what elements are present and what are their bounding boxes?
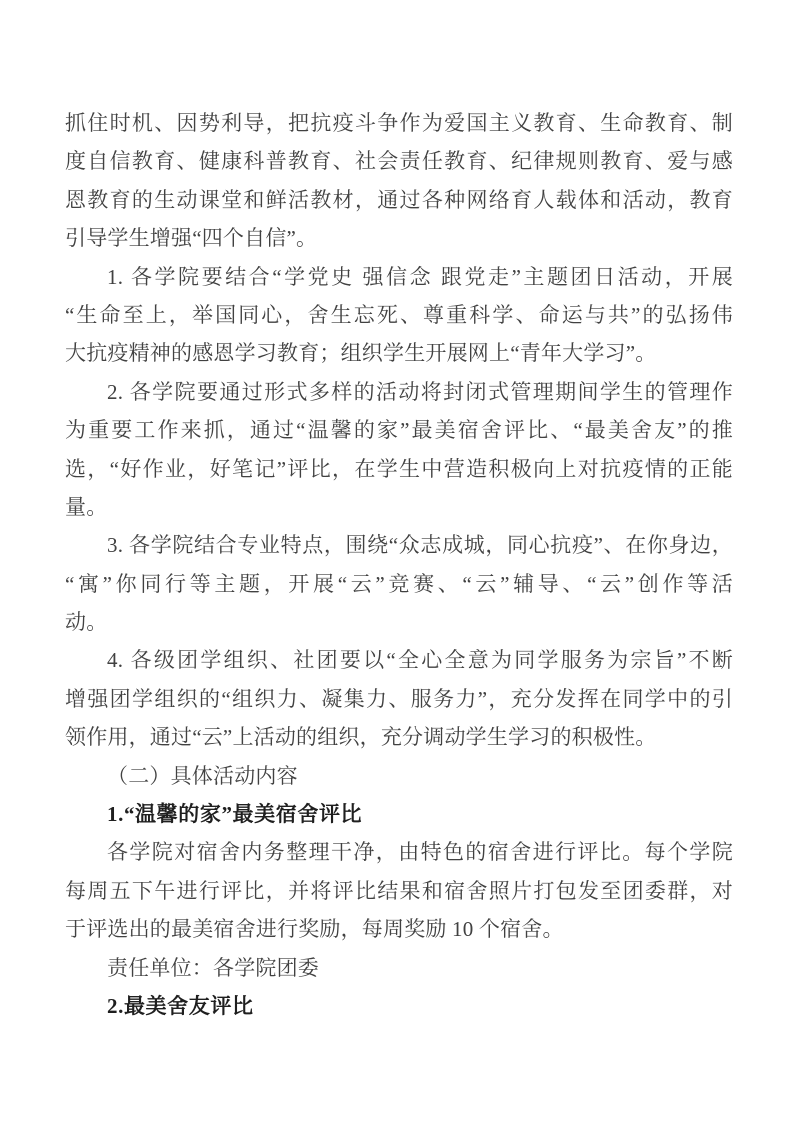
text-line: 1. 各学院要结合“学党史 强信念 跟党走”主题团日活动，开展 <box>107 264 733 289</box>
text-line: 度自信教育、健康科普教育、社会责任教育、纪律规则教育、爱与感 <box>65 149 733 174</box>
text-line: “生命至上，举国同心，舍生忘死、尊重科学、命运与共”的弘扬伟 <box>65 302 733 327</box>
text-line: 抓住时机、因势利导，把抗疫斗争作为爱国主义教育、生命教育、制 <box>65 111 733 135</box>
heading-line: 2.最美舍友评比 <box>107 993 254 1018</box>
text-line: 动。 <box>65 610 108 635</box>
text-line: 为重要工作来抓，通过“温馨的家”最美宿舍评比、“最美舍友”的推 <box>65 418 733 443</box>
text-line: 每周五下午进行评比，并将评比结果和宿舍照片打包发至团委群，对 <box>65 878 733 903</box>
text-line: 4. 各级团学组织、社团要以“全心全意为同学服务为宗旨”不断 <box>107 648 733 673</box>
text-line: 领作用，通过“云”上活动的组织，充分调动学生学习的积极性。 <box>65 725 657 750</box>
text-line: 恩教育的生动课堂和鲜活教材，通过各种网络育人载体和活动，教育 <box>65 187 733 212</box>
text-line: 3. 各学院结合专业特点，围绕“众志成城，同心抗疫”、在你身边， <box>107 533 733 558</box>
text-line: 引导学生增强“四个自信”。 <box>65 226 318 251</box>
text-line: 责任单位：各学院团委 <box>107 955 319 980</box>
text-line: （二）具体活动内容 <box>107 763 298 788</box>
text-line: “寓”你同行等主题，开展“云”竞赛、“云”辅导、“云”创作等活 <box>65 571 733 596</box>
text-line: 量。 <box>65 494 108 519</box>
document-text-block <box>65 104 733 1025</box>
heading-line: 1.“温馨的家”最美宿舍评比 <box>107 802 363 827</box>
text-line: 2. 各学院要通过形式多样的活动将封闭式管理期间学生的管理作 <box>107 379 733 404</box>
text-line: 选，“好作业，好笔记”评比，在学生中营造积极向上对抗疫情的正能 <box>65 456 733 481</box>
text-line: 增强团学组织的“组织力、凝集力、服务力”，充分发挥在同学中的引 <box>65 686 733 711</box>
text-line: 各学院对宿舍内务整理干净，由特色的宿舍进行评比。每个学院 <box>107 840 733 865</box>
text-line: 于评选出的最美宿舍进行奖励，每周奖励 10 个宿舍。 <box>65 917 564 942</box>
text-line: 大抗疫精神的感恩学习教育；组织学生开展网上“青年大学习”。 <box>65 341 657 366</box>
